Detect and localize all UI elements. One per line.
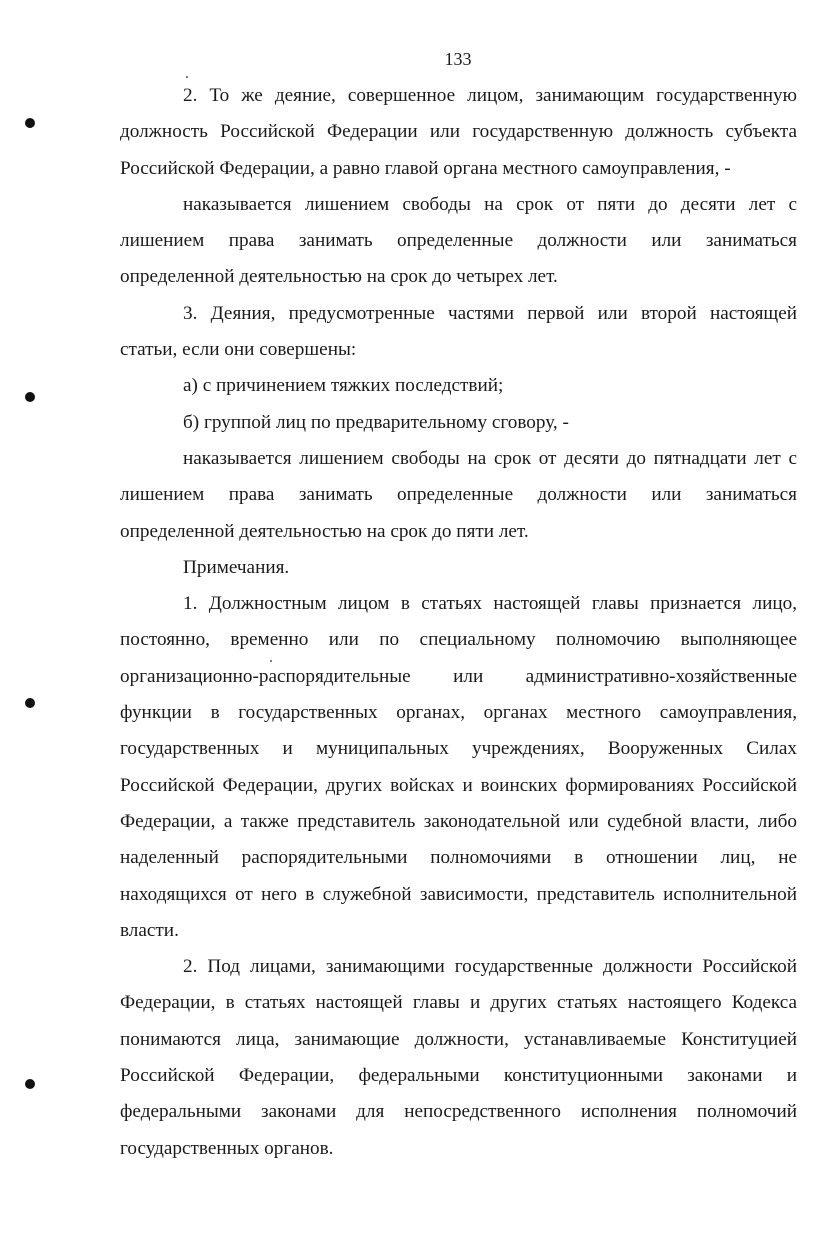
- notes-heading: Примечания.: [183, 556, 290, 578]
- paragraph-punishment-1: наказывается лишением свободы на срок от пяти до десяти лет с лишением права занимать определенные должности или заниматься определенной деятельностью на срок до четырех лет.: [120, 193, 797, 288]
- list-item-b: б) группой лиц по предварительному сговору, -: [183, 411, 569, 433]
- note-1-official-definition: 1. Должностным лицом в статьях настоящей главы признается лицо, постоянно, временно или по специальному полномочию выполняющее организационно-распорядительные или административно-хозяйственные функции в государственных органах, органах местного самоуправления, государственных и муниципальных учреждениях, Вооруженных Силах Российской Федерации, других войсках и воинских формированиях Российской Федерации, а также представитель законодательной или судебной власти, либо наделенный распорядительными полномочиями в отношении лиц, не находящихся от него в служебной зависимости, представитель исполнительной власти.: [120, 593, 797, 941]
- page-number: 133: [444, 49, 472, 69]
- binding-hole-2: [25, 392, 35, 402]
- paragraph-3-acts: 3. Деяния, предусмотренные частями первой или второй настоящей статьи, если они совершены:: [120, 302, 797, 361]
- binding-hole-3: [25, 698, 35, 708]
- binding-hole-1: [25, 118, 35, 128]
- paragraph-2-same-act: 2. То же деяние, совершенное лицом, занимающим государственную должность Российской Федерации или государственную должность субъекта Российской Федерации, а равно главой органа местного самоуправления, -: [120, 85, 797, 179]
- note-2-state-positions: 2. Под лицами, занимающими государственные должности Российской Федерации, в статьях настоящей главы и других статьях настоящего Кодекса понимаются лица, занимающие должности, устанавливаемые Конституцией Российской Федерации, федеральными конституционными законами и федеральными законами для непосредственного исполнения полномочий государственных органов.: [120, 956, 797, 1159]
- list-item-a: а) с причинением тяжких последствий;: [183, 375, 504, 397]
- paragraph-punishment-2: наказывается лишением свободы на срок от десяти до пятнадцати лет с лишением права занимать определенные должности или заниматься определенной деятельностью на срок до пяти лет.: [120, 447, 797, 542]
- document-body: [120, 78, 797, 1167]
- binding-hole-4: [25, 1079, 35, 1089]
